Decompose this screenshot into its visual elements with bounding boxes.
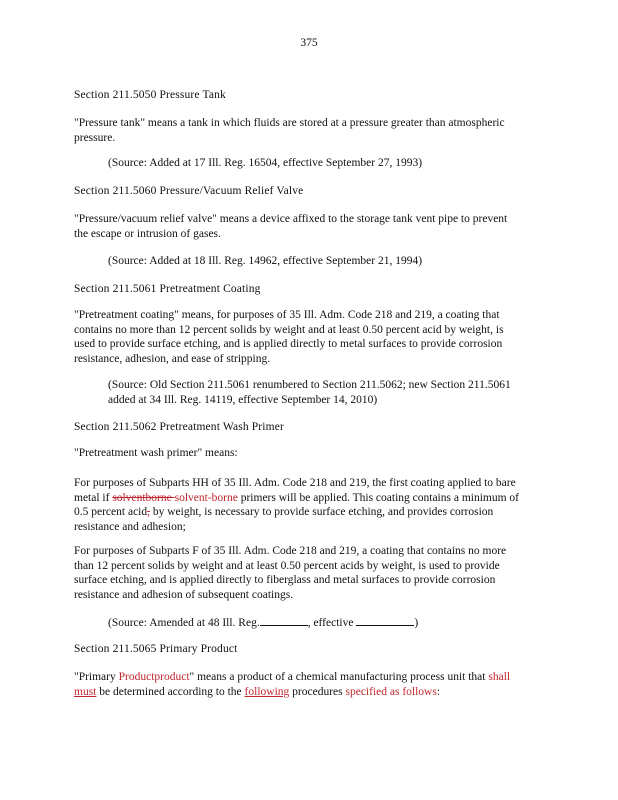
section-5060-heading: Section 211.5060 Pressure/Vacuum Relief Valve xyxy=(74,185,304,197)
source-line: (Source: Old Section 211.5061 renumbered to Section 211.5062; new Section 211.5061 xyxy=(108,379,511,391)
text-run: primers will be applied. This coating contains a minimum of xyxy=(237,491,520,504)
paragraph-line xyxy=(74,491,544,506)
paragraph-line xyxy=(74,505,544,520)
blank-effective-date-field xyxy=(356,614,414,626)
section-5062-paragraph-1 xyxy=(74,476,544,534)
definition-line: the escape or intrusion of gases. xyxy=(74,227,221,240)
section-5062-intro: "Pretreatment wash primer" means: xyxy=(74,447,238,459)
section-5050-heading: Section 211.5050 Pressure Tank xyxy=(74,89,226,101)
definition-line: "Pressure/vacuum relief valve" means a device affixed to the storage tank vent pipe to prevent xyxy=(74,213,508,225)
section-5061-heading: Section 211.5061 Pretreatment Coating xyxy=(74,283,261,295)
inserted-text: solvent-borne xyxy=(174,491,238,504)
section-5060-definition xyxy=(74,212,544,241)
text-run: " means a product of a chemical manufacturing process unit that xyxy=(189,671,489,683)
blank-register-field xyxy=(260,614,308,626)
definition-line: resistance, adhesion, and ease of stripping. xyxy=(74,352,271,365)
definition-line: "Pretreatment coating" means, for purposes of 35 Ill. Adm. Code 218 and 219, a coating that xyxy=(74,309,500,321)
section-5060-source: (Source: Added at 18 Ill. Reg. 14962, effective September 21, 1994) xyxy=(108,255,423,267)
deleted-text: solventborne xyxy=(112,491,175,504)
section-5062-heading: Section 211.5062 Pretreatment Wash Primer xyxy=(74,421,284,433)
inserted-text: specified as follows xyxy=(345,685,437,698)
section-5050-definition xyxy=(74,116,544,145)
section-5062-paragraph-2 xyxy=(74,544,544,602)
section-5062-source xyxy=(108,614,548,631)
section-5065-heading: Section 211.5065 Primary Product xyxy=(74,643,238,655)
section-5061-definition xyxy=(74,308,544,366)
paragraph-line: surface etching, and is applied directly to fiberglass and metal surfaces to provide corrosion xyxy=(74,574,496,587)
definition-line: used to provide surface etching, and is applied directly to metal surfaces to provide corrosion xyxy=(74,338,503,351)
page-number: 375 xyxy=(300,37,318,49)
text-run: 0.5 percent acid xyxy=(74,506,148,519)
paragraph-line: resistance and adhesion; xyxy=(74,520,186,533)
deleted-text: shall xyxy=(488,671,511,683)
inserted-text: product xyxy=(154,671,190,683)
text-run: procedures xyxy=(289,685,346,698)
source-line: added at 34 Ill. Reg. 14119, effective September 14, 2010) xyxy=(108,393,378,406)
definition-line: contains no more than 12 percent solids by weight and at least 0.50 percent acid by weight, is xyxy=(74,323,504,336)
paragraph-line: than 12 percent solids by weight and at least 0.50 percent acids by weight, is used to provide xyxy=(74,559,500,572)
deleted-text: , xyxy=(147,506,150,519)
section-5050-source: (Source: Added at 17 Ill. Reg. 16504, effective September 27, 1993) xyxy=(108,157,423,169)
section-5065-definition xyxy=(74,670,544,699)
text-run: "Primary xyxy=(74,671,119,683)
text-run: metal if xyxy=(74,491,113,504)
text-run: by weight, is necessary to provide surface etching, and provides corrosion xyxy=(150,506,494,519)
paragraph-line: For purposes of Subparts F of 35 Ill. Adm. Code 218 and 219, a coating that contains no more xyxy=(74,545,507,557)
deleted-text: following xyxy=(244,685,290,698)
definition-line: pressure. xyxy=(74,131,116,144)
text-run: be determined according to the xyxy=(96,685,245,698)
definition-line: "Pressure tank" means a tank in which fluids are stored at a pressure greater than atmospheric xyxy=(74,117,505,129)
inserted-text: must xyxy=(74,685,97,698)
source-text: , effective xyxy=(307,617,357,629)
definition-line xyxy=(74,670,544,685)
source-text: (Source: Amended at 48 Ill. Reg. xyxy=(108,617,260,629)
source-text: ) xyxy=(414,617,419,629)
deleted-text: Product xyxy=(118,671,155,683)
text-run: : xyxy=(436,685,441,698)
definition-line xyxy=(74,685,544,700)
paragraph-line: For purposes of Subparts HH of 35 Ill. Adm. Code 218 and 219, the first coating applied to bare xyxy=(74,477,516,489)
paragraph-line: resistance and adhesion of subsequent coatings. xyxy=(74,588,294,601)
section-5061-source xyxy=(108,378,548,407)
